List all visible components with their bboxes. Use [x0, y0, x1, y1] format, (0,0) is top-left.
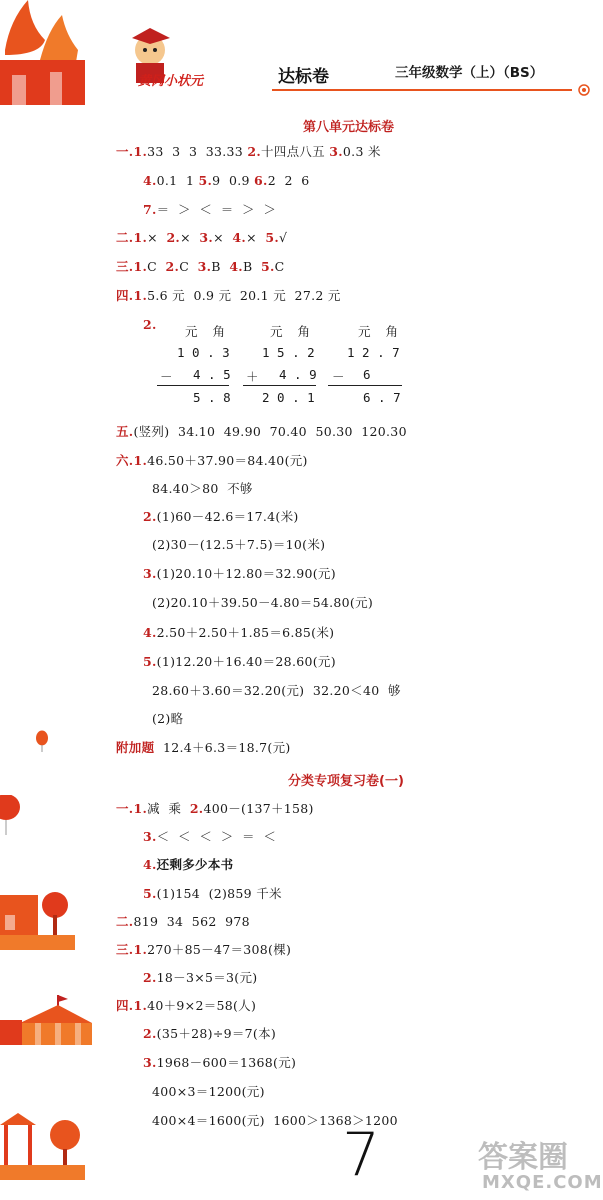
answer-line: 一.1.减 乘 2.400－(137＋158) [116, 801, 314, 816]
header-rule [272, 84, 597, 96]
answer-line: 六.1.46.50＋37.90＝84.40(元) [116, 453, 308, 468]
page-number: 7 [342, 1120, 381, 1190]
answer-line: 一.1.33 3 3 33.33 2.十四点八五 3.0.3 米 [116, 144, 381, 159]
castle-illustration [0, 0, 90, 105]
grade-label: 三年级数学（上）（BS） [395, 65, 544, 81]
answer-line: 三.1.C 2.C 3.B 4.B 5.C [116, 259, 285, 274]
balloon-illustration [34, 730, 50, 752]
answer-line: 四.1.5.6 元 0.9 元 20.1 元 27.2 元 [116, 288, 341, 303]
answer-line: 2.(1)60－42.6＝17.4(米) [143, 509, 299, 524]
pavilion-illustration [0, 1105, 85, 1180]
answer-line: 4.2.50＋2.50＋1.85＝6.85(米) [143, 625, 335, 640]
answer-line: 28.60＋3.60＝32.20(元) 32.20＜40 够 [152, 683, 401, 698]
answer-line: 3.1968－600＝1368(元) [143, 1055, 297, 1070]
fortress-illustration [0, 880, 75, 950]
answer-line: 84.40＞80 不够 [152, 481, 253, 496]
answer-line: 400×4＝1600(元) 1600＞1368＞1200 [152, 1113, 398, 1128]
answer-line: 3.(1)20.10＋12.80＝32.90(元) [143, 566, 336, 581]
section-title: 分类专项复习卷(一) [288, 774, 404, 789]
answer-line: 4.还剩多少本书 [143, 857, 234, 872]
balloon-illustration [0, 795, 22, 835]
answer-line: 400×3＝1200(元) [152, 1084, 265, 1099]
answer-line: 四.1.40＋9×2＝58(人) [116, 998, 257, 1013]
watermark-url: MXQE.COM [482, 1172, 603, 1193]
answer-line: 5.(1)154 (2)859 千米 [143, 886, 282, 901]
answer-line: 2.(35＋28)÷9＝7(本) [143, 1026, 277, 1041]
brand-subtitle: 黄冈小状元 [138, 74, 204, 89]
answer-line: 2.18－3×5＝3(元) [143, 970, 258, 985]
answer-line: 二.1.× 2.× 3.× 4.× 5.√ [116, 230, 288, 245]
answer-line: (2)20.10＋39.50－4.80＝54.80(元) [152, 595, 374, 610]
answer-line: 2. [143, 317, 157, 332]
section-title: 第八单元达标卷 [303, 120, 395, 135]
answer-line: 5.(1)12.20＋16.40＝28.60(元) [143, 654, 336, 669]
answer-line: 附加题 12.4＋6.3＝18.7(元) [116, 740, 291, 755]
answer-line: (2)略 [152, 711, 184, 726]
answer-line: 五.(竖列) 34.10 49.90 70.40 50.30 120.30 [116, 424, 407, 439]
watermark-logo: 答案圈 [478, 1140, 568, 1175]
circus-tent-illustration [0, 995, 95, 1045]
answer-line: 二.819 34 562 978 [116, 914, 250, 929]
answer-line: 4.0.1 1 5.9 0.9 6.2 2 6 [143, 173, 310, 188]
answer-line: 7.＝ ＞ ＜ ＝ ＞ ＞ [143, 202, 277, 217]
header-title: 达标卷 [278, 67, 329, 87]
answer-line: 三.1.270＋85－47＝308(棵) [116, 942, 292, 957]
answer-line: 3.＜ ＜ ＜ ＞ ＝ ＜ [143, 829, 277, 844]
answer-line: (2)30－(12.5＋7.5)＝10(米) [152, 537, 326, 552]
